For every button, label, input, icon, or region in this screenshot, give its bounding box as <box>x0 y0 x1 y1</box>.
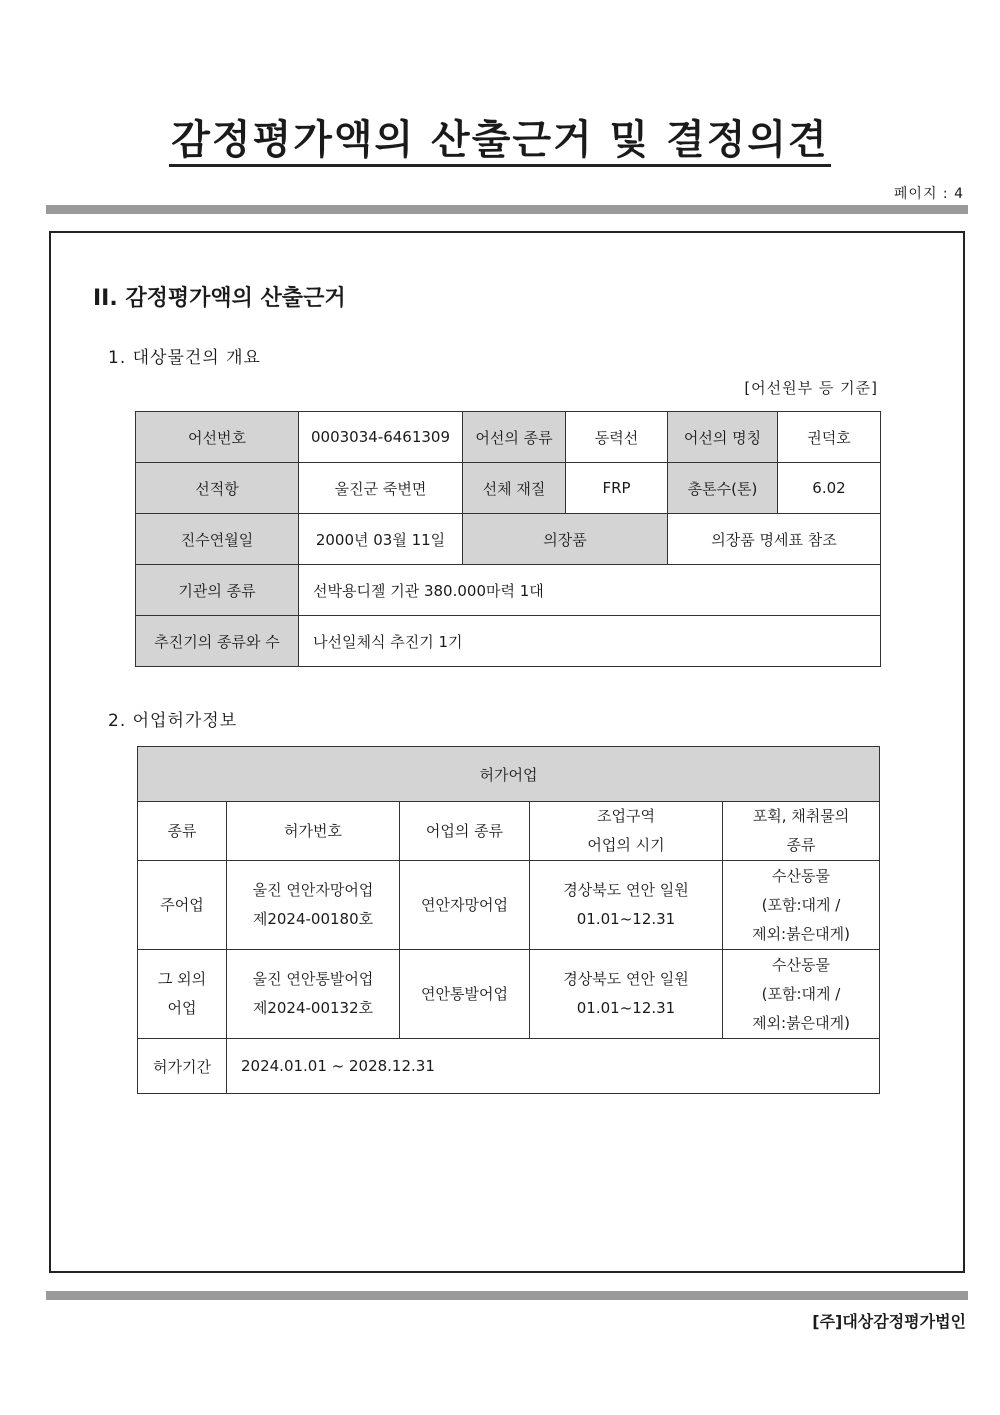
catch-type-header <box>723 802 880 861</box>
table-row <box>136 412 881 463</box>
kind-line1: 그 외의 <box>157 970 207 988</box>
table-row <box>136 463 881 514</box>
section-heading: II. 감정평가액의 산출근거 <box>93 286 346 311</box>
period-line: 01.01~12.31 <box>576 999 676 1017</box>
gross-tonnage-value: 6.02 <box>778 463 881 514</box>
license-kind-cell <box>138 861 227 950</box>
table-row <box>138 950 880 1039</box>
propeller-label: 추진기의 종류와 수 <box>136 616 299 667</box>
engine-type-value: 선박용디젤 기관 380.000마력 1대 <box>299 565 881 616</box>
fishery-type-cell: 연안통발어업 <box>400 950 530 1039</box>
license-number-cell <box>227 950 400 1039</box>
license-number-line1: 울진 연안자망어업 <box>252 881 374 899</box>
license-table <box>137 746 880 1094</box>
table-row <box>138 1039 880 1094</box>
fishery-type-cell: 연안자망어업 <box>400 861 530 950</box>
license-period-value: 2024.01.01 ~ 2028.12.31 <box>227 1039 880 1094</box>
header-divider <box>46 205 968 214</box>
home-port-value: 울진군 죽변면 <box>299 463 463 514</box>
catch-line3: 제외:붉은대게) <box>752 924 850 943</box>
catch-line1: 수산동물 <box>772 955 830 974</box>
table-row <box>138 802 880 861</box>
license-number-header: 허가번호 <box>227 802 400 861</box>
home-port-label: 선적항 <box>136 463 299 514</box>
catch-header-line1: 포획, 채취물의 <box>752 807 850 825</box>
area-line: 경상북도 연안 일원 <box>563 970 689 988</box>
hull-material-value: FRP <box>566 463 668 514</box>
license-kind-cell <box>138 950 227 1039</box>
period-header-line: 어업의 시기 <box>587 836 665 854</box>
table-row <box>136 616 881 667</box>
catch-type-cell <box>723 950 880 1039</box>
catch-line3: 제외:붉은대게) <box>752 1013 850 1032</box>
area-period-cell <box>530 950 723 1039</box>
table-row <box>136 565 881 616</box>
hull-material-label: 선체 재질 <box>463 463 566 514</box>
period-line: 01.01~12.31 <box>576 910 676 928</box>
catch-line1: 수산동물 <box>772 866 830 885</box>
license-number-line2: 제2024-00180호 <box>252 910 374 928</box>
firm-name: [주]대상감정평가법인 <box>812 1312 966 1331</box>
table-row <box>136 514 881 565</box>
license-info-heading: 2. 어업허가정보 <box>108 711 238 731</box>
catch-header-line2: 종류 <box>786 836 816 854</box>
table-row <box>138 861 880 950</box>
vessel-number-label: 어선번호 <box>136 412 299 463</box>
equipment-value: 의장품 명세표 참조 <box>668 514 881 565</box>
catch-line2: (포함:대게 / <box>761 895 841 914</box>
basis-note: [어선원부 등 기준] <box>744 379 878 397</box>
kind-header: 종류 <box>138 802 227 861</box>
table-row <box>138 747 880 802</box>
vessel-type-value: 동력선 <box>566 412 668 463</box>
fishery-type-header: 어업의 종류 <box>400 802 530 861</box>
area-header-line: 조업구역 <box>597 807 655 825</box>
catch-line2: (포함:대게 / <box>761 984 841 1003</box>
vessel-number-value: 0003034-6461309 <box>299 412 463 463</box>
license-number-line2: 제2024-00132호 <box>252 999 374 1017</box>
license-number-cell <box>227 861 400 950</box>
document-title <box>0 108 1000 165</box>
equipment-label: 의장품 <box>463 514 668 565</box>
area-period-cell <box>530 861 723 950</box>
engine-type-label: 기관의 종류 <box>136 565 299 616</box>
kind-line2: 어업 <box>167 999 197 1017</box>
vessel-name-label: 어선의 명칭 <box>668 412 778 463</box>
vessel-overview-heading: 1. 대상물건의 개요 <box>108 348 261 368</box>
vessel-type-label: 어선의 종류 <box>463 412 566 463</box>
page-number: 페이지 : 4 <box>893 186 964 202</box>
footer-divider <box>46 1291 968 1300</box>
area-period-header <box>530 802 723 861</box>
vessel-overview-table <box>135 411 881 667</box>
gross-tonnage-label: 총톤수(톤) <box>668 463 778 514</box>
launch-date-value: 2000년 03월 11일 <box>299 514 463 565</box>
license-number-line1: 울진 연안통발어업 <box>252 970 374 988</box>
catch-type-cell <box>723 861 880 950</box>
document-title-text: 감정평가액의 산출근거 및 결정의견 <box>169 117 830 167</box>
propeller-value: 나선일체식 추진기 1기 <box>299 616 881 667</box>
vessel-name-value: 권덕호 <box>778 412 881 463</box>
area-line: 경상북도 연안 일원 <box>563 881 689 899</box>
license-table-title: 허가어업 <box>138 747 880 802</box>
launch-date-label: 진수연월일 <box>136 514 299 565</box>
kind-line: 주어업 <box>160 895 204 914</box>
license-period-label: 허가기간 <box>138 1039 227 1094</box>
